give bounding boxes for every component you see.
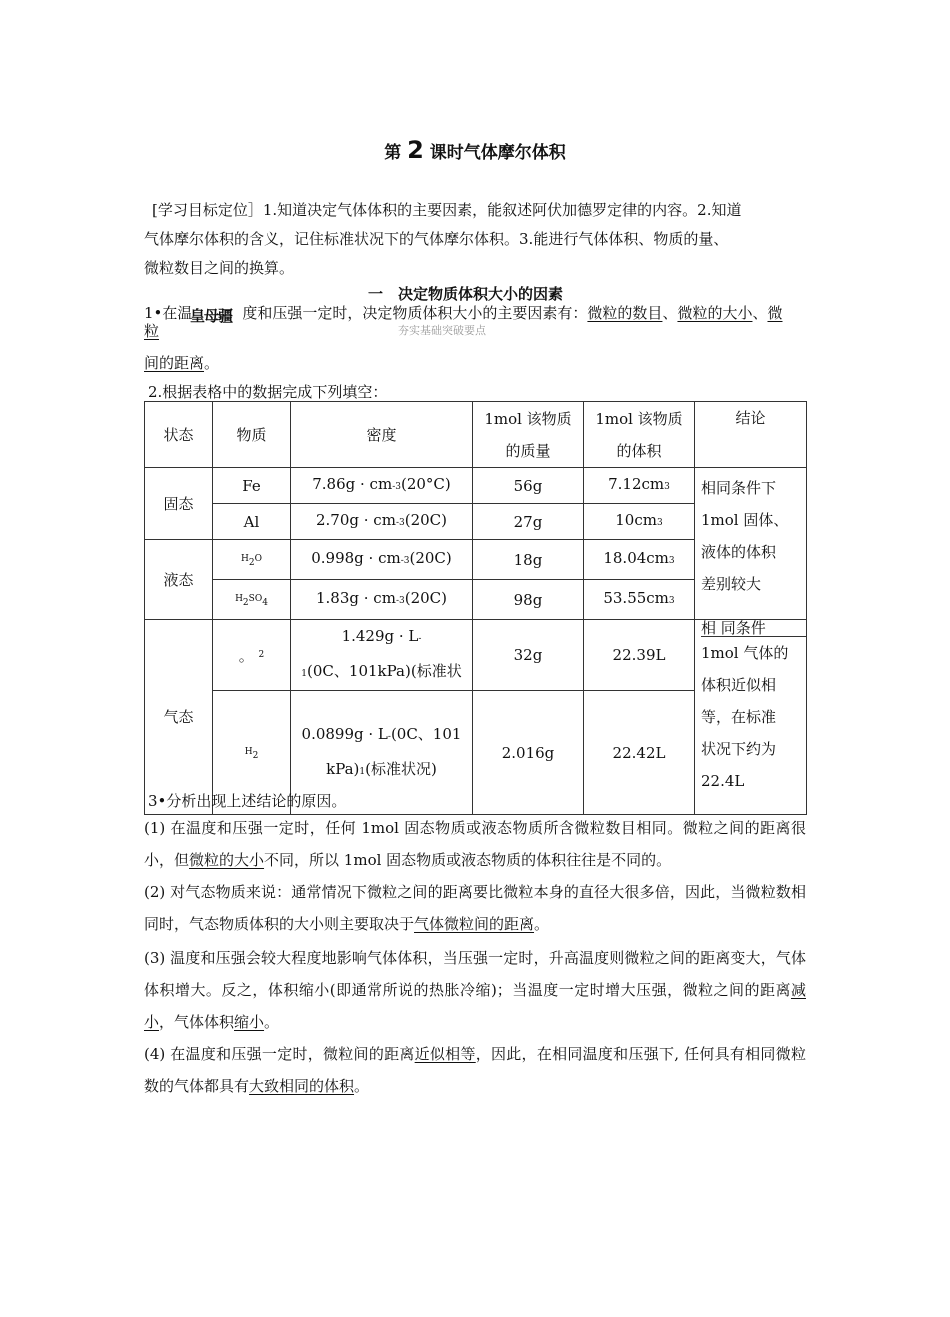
conclusion-solid-liquid: 相同条件下 1mol 固体、 液体的体积 差别较大 <box>695 468 807 620</box>
state-solid: 固态 <box>145 468 213 540</box>
header-mass: 1mol 该物质 的质量 <box>473 402 584 468</box>
volume-fe: 7.12cm3 <box>584 468 695 504</box>
header-density: 密度 <box>291 402 473 468</box>
section-heading: 一 决定物质体积大小的因素 <box>368 285 564 303</box>
reason-2: (2) 对气态物质来说：通常情况下微粒之间的距离要比微粒本身的直径大很多倍，因此，当微粒数相同时，气态物质体积的大小则主要取决于气体微粒间的距离。 <box>144 883 806 933</box>
reason-1: (1) 在温度和压强一定时，任何 1mol 固态物质或液态物质所含微粒数目相同。微粒之间的距离很小，但微粒的大小不同，所以 1mol 固态物质或液态物质的体积往往是不同的。 <box>144 819 806 869</box>
page-title: 第 2 课时气体摩尔体积 <box>384 136 566 164</box>
paragraph-2: 2.根据表格中的数据完成下列填空： <box>148 383 388 401</box>
density-h2: 0.0899g · L-(0C、101 kPa)1(标准状况) <box>291 691 473 815</box>
volume-h2so4: 53.55cm3 <box>584 580 695 620</box>
table-row <box>145 620 807 691</box>
volume-o2: 22.39L <box>584 620 695 691</box>
header-conclusion: 结论 <box>695 402 807 468</box>
table-row <box>145 468 807 504</box>
paragraph-1-end: 间的距离。 <box>144 354 220 372</box>
substance-h2o: $H_2O$ <box>213 540 291 580</box>
mass-h2o: 18g <box>473 540 584 580</box>
substance-fe: Fe <box>213 468 291 504</box>
substance-h2: $H_2$ <box>213 691 291 815</box>
substance-al: Al <box>213 504 291 540</box>
header-state: 状态 <box>145 402 213 468</box>
paragraph-3: 3•分析出现上述结论的原因。 <box>148 792 347 810</box>
reason-4: (4) 在温度和压强一定时，微粒间的距离近似相等，因此，在相同温度和压强下, 任何具有相同微粒数的气体都具有大致相同的体积。 <box>144 1045 806 1095</box>
mass-al: 27g <box>473 504 584 540</box>
reason-3: (3) 温度和压强会较大程度地影响气体体积，当压强一定时，升高温度则微粒之间的距离变大，气体体积增大。反之，体积缩小(即通常所说的热胀冷缩)；当温度一定时增大压强，微粒之间的距离减小，气体体积缩小。 <box>144 949 806 1031</box>
density-h2so4: 1.83g · cm-3(20C) <box>291 580 473 620</box>
state-gas: 气态 <box>145 620 213 815</box>
header-volume: 1mol 该物质 的体积 <box>584 402 695 468</box>
conclusion-gas: 相 同条件 1mol 气体的 体积近似相 等，在标准 状况下约为 22.4L <box>695 620 807 815</box>
mass-h2so4: 98g <box>473 580 584 620</box>
volume-h2o: 18.04cm3 <box>584 540 695 580</box>
substance-o2: 。 $^2$ <box>213 620 291 691</box>
density-fe: 7.86g · cm-3(20°C) <box>291 468 473 504</box>
mass-fe: 56g <box>473 468 584 504</box>
learning-objectives: [学习目标定位］1.知道决定气体体积的主要因素，能叙述阿伏加德罗定律的内容。2.知道 气体摩尔体积的含义，记住标准状况下的气体摩尔体积。3.能进行气体体积、物质的量、 微粒数目之间的换算。 <box>144 201 742 277</box>
density-al: 2.70g · cm-3(20C) <box>291 504 473 540</box>
faint-subheading: 夯实基础突破要点 <box>398 324 486 337</box>
data-table <box>144 401 807 815</box>
paragraph-1: 1•在温 度和压强一定时，决定物质体积大小的主要因素有：微粒的数目、微粒的大小、微 <box>144 304 783 322</box>
volume-al: 10cm3 <box>584 504 695 540</box>
substance-h2so4: $H_2SO_4$ <box>213 580 291 620</box>
table-header-row <box>145 402 807 468</box>
density-o2: 1.429g · L- 1(0C、101kPa)(标准状 <box>291 620 473 691</box>
overlay-heading-text: 皇母疆 <box>190 307 233 325</box>
mass-o2: 32g <box>473 620 584 691</box>
density-h2o: 0.998g · cm-3(20C) <box>291 540 473 580</box>
paragraph-1-wrap: 粒 <box>144 322 160 340</box>
header-substance: 物质 <box>213 402 291 468</box>
volume-h2: 22.42L <box>584 691 695 815</box>
mass-h2: 2.016g <box>473 691 584 815</box>
state-liquid: 液态 <box>145 540 213 620</box>
